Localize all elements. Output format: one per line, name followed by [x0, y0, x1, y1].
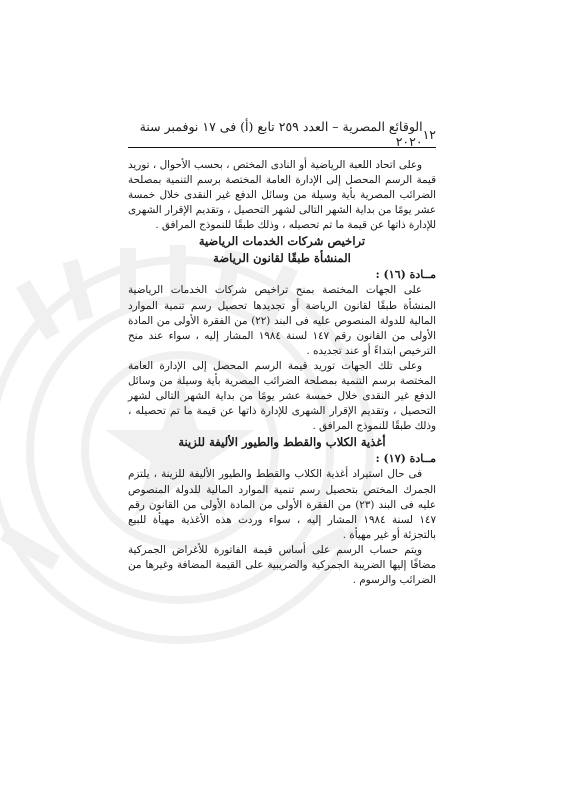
article-label-17: مــادة (١٧) : [375, 452, 436, 466]
page-header [128, 119, 436, 149]
section-heading-pet-food: أغذية الكلاب والقطط والطيور الأليفة للزينة [178, 435, 386, 450]
paragraph-article16-2: وعلى تلك الجهات توريد قيمة الرسم المحصل إلى الإدارة العامة المختصة برسم التنمية بمصلحة الضرائب المصرية بأية وسيلة من وسائل الدفع غير النقدى خلال خمسة عشر يومًا من بداية الشهر التالى لشهر التحصيل ، وتقديم الإقرار الشهرى للإدارة ذاتها عن قيمة ما تم تحصيله ، وذلك طبقًا للنموذج المرافق . [128, 359, 436, 433]
paragraph-intro: وعلى اتحاد اللعبة الرياضية أو النادى المختص ، بحسب الأحوال ، توريد قيمة الرسم المحصل إلى الإدارة العامة المختصة برسم التنمية بمصلحة الضرائب المصرية بأية وسيلة من وسائل الدفع غير النقدى خلال خمسة عشر يومًا من بداية الشهر التالى لشهر التحصيل ، وتقديم الإقرار الشهرى للإدارة ذاتها عن قيمة ما تم تحصيله ، وذلك طبقًا للنموذج المرافق . [128, 159, 436, 232]
paragraph-article17-1: فى حال استيراد أغذية الكلاب والقطط والطيور الأليفة للزينة ، يلتزم الجمرك المختص بتحصيل رسم تنمية الموارد المالية للدولة المنصوص عليه فى البند (٢٣) من الفقرة الأولى من المادة الأولى من القانون رقم ١٤٧ لسنة ١٩٨٤ المشار إليه ، سواء وردت هذه الأغذية مهيأة للبيع بالتجزئة أو غير مهيأة . [128, 468, 436, 541]
paragraph-article17-2: ويتم حساب الرسم على أساس قيمة الفاتورة للأغراض الجمركية مضافًا إليها الضريبة الجمركية والضريبية على القيمة المضافة وغيرها من الضرائب والرسوم . [128, 543, 436, 587]
gazette-header-title: الوقائع المصرية – العدد ٢٥٩ تابع (أ) فى ١٧ نوفمبر سنة ٢٠٢٠ [139, 119, 423, 149]
paragraph-article16-1: على الجهات المختصة بمنح تراخيص شركات الخدمات الرياضية المنشأة طبقًا لقانون الرياضة أو تجديدها تحصيل رسم تنمية الموارد المالية للدولة المنصوص عليه فى البند (٢٢) من الفقرة الأولى من المادة الأولى من القانون رقم ١٤٧ لسنة ١٩٨٤ المشار إليه ، سواء عند منح الترخيص ابتداءً أو عند تجديده . [128, 284, 436, 357]
document-body [128, 158, 436, 588]
header-divider [128, 147, 436, 148]
page-number: ١٢ [422, 126, 436, 142]
section-heading-sports-licenses-line2: المنشأة طبقًا لقانون الرياضة [213, 251, 351, 266]
section-heading-sports-licenses-line1: تراخيص شركات الخدمات الرياضية [198, 234, 366, 249]
article-label-16: مــادة (١٦) : [375, 268, 436, 282]
